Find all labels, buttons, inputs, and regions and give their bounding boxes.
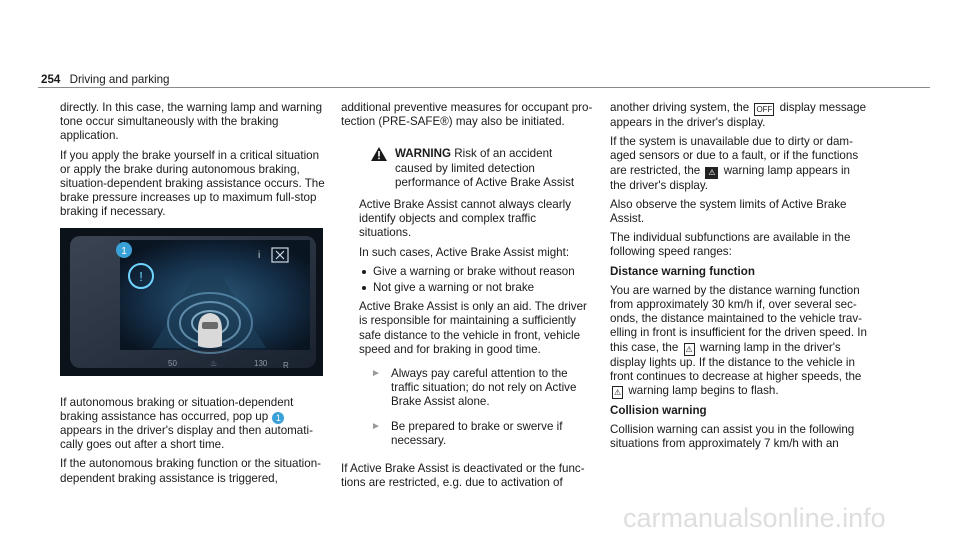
column-middle: [341, 101, 597, 495]
watermark: carmanualsonline.info: [623, 503, 886, 533]
gear-label: R: [283, 360, 289, 370]
distance-warning-icon: ⚠: [685, 344, 693, 354]
column-left: [60, 101, 325, 491]
warning-heading: [359, 147, 587, 190]
subheading: Distance warning function: [610, 264, 755, 278]
svg-text:!: !: [139, 268, 143, 284]
instruction-item: ► Always pay careful attention to the traffic situation; do not rely on Active Brake Assist alone.: [359, 367, 587, 410]
page-number: 254: [41, 73, 61, 86]
paragraph: Collision warning can assist you in the following situations from approximately 7 km/h with an: [610, 423, 855, 451]
driver-display-figure: [60, 228, 323, 376]
paragraph: If you apply the brake yourself in a critical situation or apply the brake during autonomous braking, situation-dependent braking assistance occurs. The brake pressure increases up to maximum full-stop braking if necessary.: [60, 148, 325, 219]
arrow-icon: ►: [371, 368, 381, 380]
paragraph: If the system is unavailable due to dirty or damaged sensors or due to a fault, or if the functions are restricted, the ⚠ warning lamp appears in the driver's display.: [610, 135, 859, 192]
paragraph: Also observe the system limits of Active Brake Assist.: [610, 197, 847, 226]
paragraph: The individual subfunctions are available in the following speed ranges:: [610, 231, 851, 259]
paragraph: directly. In this case, the warning lamp and warning tone occur simultaneously with the braking application.: [60, 101, 323, 143]
car-icon: [198, 313, 222, 348]
distance-warning-icon: ⚠: [614, 388, 622, 398]
list-item: Give a warning or brake without reason: [359, 265, 587, 279]
column-right: [610, 101, 868, 457]
instruction-item: ► Be prepared to brake or swerve if necessary.: [359, 420, 587, 448]
paragraph: You are warned by the distance warning function from approximately 30 km/h if, over several seconds, the distance maintained to the vehicle travelling in front is insufficient for the driven speed. In this case, the ⚠ warning lamp in the driver's display lights up. If the distance to the vehicle in front continues to decrease at higher speeds, the ⚠ warning lamp begins to flash.: [610, 283, 867, 398]
bullet-list: [359, 265, 587, 295]
list-item: Not give a warning or not brake: [359, 281, 587, 295]
warning-body: [359, 198, 587, 448]
warning-title: Risk of an accident caused by limited detection performance of Active Brake Assist: [395, 147, 575, 189]
page-header: [41, 73, 169, 87]
paragraph: another driving system, the OFF display message appears in the driver's display.: [610, 101, 867, 129]
paragraph: If Active Brake Assist is deactivated or the functions are restricted, e.g. due to activation of: [341, 462, 585, 490]
speed-label: 130: [254, 358, 268, 368]
header-rule: [38, 87, 930, 88]
gauge-icon: ♨: [210, 358, 218, 368]
arrow-icon: ►: [371, 420, 381, 432]
warning-box: [341, 147, 597, 462]
paragraph: Active Brake Assist cannot always clearly identify objects and complex traffic situations.: [359, 198, 571, 240]
brake-assist-off-icon: OFF: [756, 105, 773, 114]
info-icon: i: [258, 249, 261, 261]
section-title: Driving and parking: [69, 73, 170, 86]
driver-display-illustration: [60, 228, 323, 376]
warning-label: WARNING: [395, 147, 452, 161]
callout-label: 1: [121, 245, 127, 257]
callout-marker: 1: [272, 412, 284, 424]
paragraph: In such cases, Active Brake Assist might:: [359, 245, 570, 259]
subheading: Collision warning: [610, 404, 707, 418]
paragraph: If the autonomous braking function or the situation-dependent braking assistance is triggered,: [60, 457, 322, 485]
paragraph: Active Brake Assist is only an aid. The driver is responsible for maintaining a sufficiently safe distance to the vehicle in front, vehicle speed and for braking in good time.: [359, 300, 587, 356]
brake-assist-warning-icon: ⚠: [705, 167, 718, 179]
paragraph: additional preventive measures for occupant protection (PRE-SAFE®) may also be initiated.: [341, 101, 593, 129]
paragraph: If autonomous braking or situation-dependent braking assistance has occurred, pop up 1 appears in the driver's display and then automatically goes out after a short time.: [60, 395, 313, 452]
speed-label: 50: [168, 358, 177, 368]
warning-triangle-icon: [369, 147, 389, 161]
